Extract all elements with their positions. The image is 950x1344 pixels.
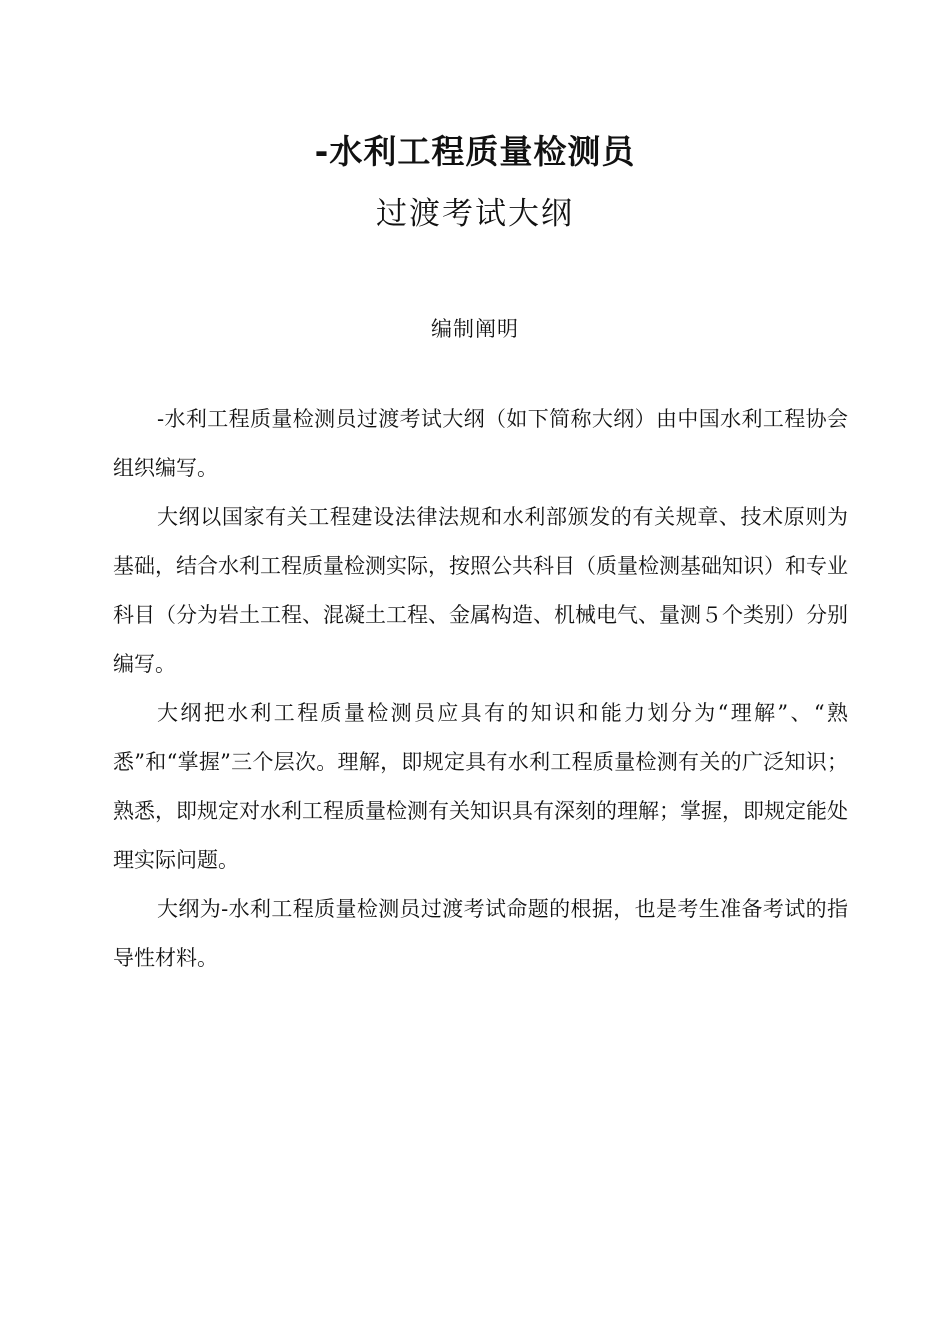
paragraph-2: 大纲以国家有关工程建设法律法规和水利部颁发的有关规章、技术原则为基础，结合水利工程质量检测实际，按照公共科目（质量检测基础知识）和专业科目（分为岩土工程、混凝土工程、金属构造、机械电气、量测５个类别）分别编写。 bbox=[113, 505, 848, 676]
document-subtitle: 过渡考试大纲 bbox=[376, 196, 574, 232]
paragraph-1: -水利工程质量检测员过渡考试大纲（如下简称大纲）由中国水利工程协会组织编写。 bbox=[113, 407, 848, 480]
document-body bbox=[113, 395, 848, 983]
paragraph-3: 大纲把水利工程质量检测员应具有的知识和能力划分为“理解”、“熟悉”和“掌握”三个层次。理解，即规定具有水利工程质量检测有关的广泛知识；熟悉，即规定对水利工程质量检测有关知识具有深刻的理解；掌握，即规定能处理实际问题。 bbox=[113, 701, 848, 872]
section-heading: 编制阐明 bbox=[431, 317, 519, 341]
paragraph-4: 大纲为-水利工程质量检测员过渡考试命题的根据，也是考生准备考试的指导性材料。 bbox=[113, 897, 848, 970]
document-title: -水利工程质量检测员 bbox=[314, 132, 636, 171]
